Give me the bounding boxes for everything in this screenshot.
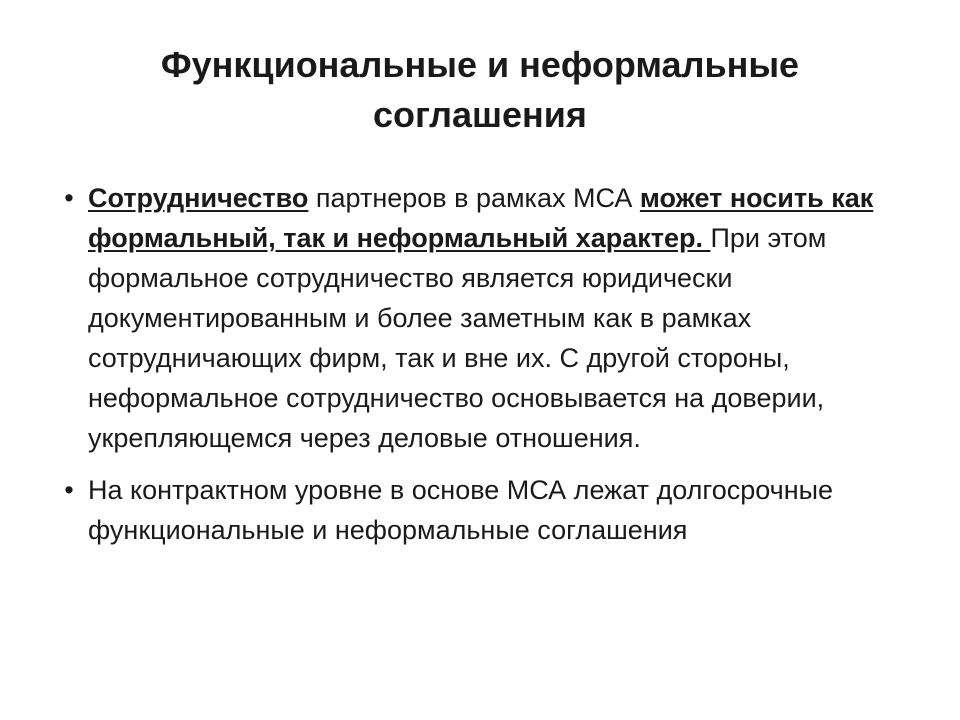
bullet-item (62, 178, 882, 458)
bullet-list (62, 178, 882, 562)
bullet-item (62, 470, 882, 550)
bullet-text-emphasis: Сотрудничество (88, 183, 309, 213)
bullet-text: При этом формальное сотрудничество является юридически документированным и более заметным как в рамках сотрудничающих фирм, так и вне их. С другой стороны, неформальное сотрудничество основывается на доверии, укрепляющемся через деловые отношения. (88, 223, 827, 453)
bullet-text: На контрактном уровне в основе МСА лежат долгосрочные функциональные и неформальные соглашения (88, 475, 834, 545)
bullet-text: партнеров в рамках МСА (308, 183, 640, 213)
bullet-dot-icon: • (64, 475, 74, 505)
slide-title: Функциональные и неформальные соглашения (160, 44, 800, 135)
bullet-text-emphasis: может носить как формальный, так и неформальный характер. (88, 183, 874, 253)
bullet-dot-icon: • (64, 183, 74, 213)
